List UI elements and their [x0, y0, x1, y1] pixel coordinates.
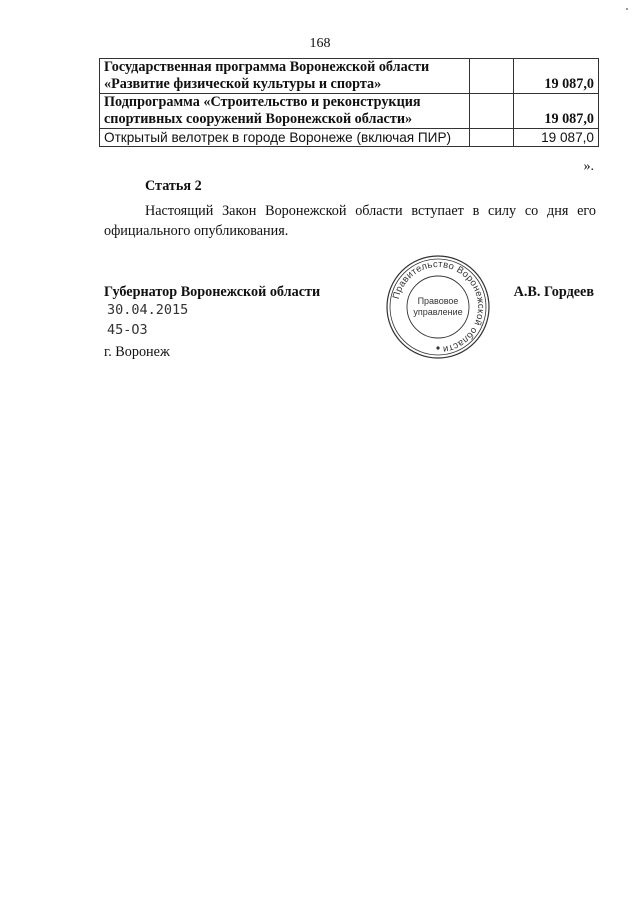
stamp-dot	[436, 346, 439, 349]
empty-cell	[470, 94, 514, 129]
row-name-line: Государственная программа Воронежской области	[104, 59, 430, 75]
empty-cell	[470, 129, 514, 147]
row-name-line: «Развитие физической культуры и спорта»	[104, 76, 382, 92]
article-heading: Статья 2	[145, 178, 202, 194]
stamp-inner-line: управление	[413, 307, 463, 317]
row-name-cell	[100, 94, 470, 129]
stamp-outer-text: Правительство Воронежской области	[390, 258, 487, 355]
row-value: 19 087,0	[514, 129, 599, 147]
closing-quote: ».	[583, 159, 594, 174]
row-name-line: спортивных сооружений Воронежской области»	[104, 111, 413, 127]
governor-name: А.В. Гордеев	[513, 284, 594, 300]
budget-table	[99, 58, 599, 147]
registration-date: 30.04.2015	[107, 302, 189, 318]
governor-title: Губернатор Воронежской области	[104, 284, 321, 300]
row-name-line: Подпрограмма «Строительство и реконструкция	[104, 94, 421, 110]
article-body: Настоящий Закон Воронежской области вступает в силу со дня его официального опубликования.	[104, 203, 596, 239]
table-row	[100, 94, 599, 129]
stamp-inner-line: Правовое	[417, 296, 459, 306]
table-row	[100, 129, 599, 147]
registration-city: г. Воронеж	[104, 344, 170, 360]
empty-cell	[470, 59, 514, 94]
scan-speck	[626, 8, 628, 10]
table-row	[100, 59, 599, 94]
page-number: 168	[309, 36, 331, 51]
row-value: 19 087,0	[514, 59, 599, 94]
row-name-cell	[100, 59, 470, 94]
row-name-cell: Открытый велотрек в городе Воронеже (включая ПИР)	[100, 129, 470, 147]
row-value: 19 087,0	[514, 94, 599, 129]
official-stamp	[385, 254, 491, 360]
registration-number: 45-ОЗ	[107, 322, 148, 338]
